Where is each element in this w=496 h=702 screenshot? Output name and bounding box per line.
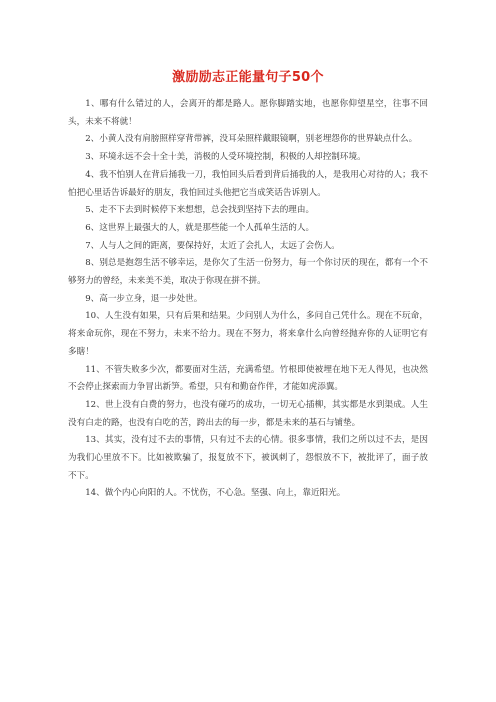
paragraph-3: 3、环境永远不会十全十美，消极的人受环境控制，积极的人却控制环境。 bbox=[85, 152, 366, 163]
paragraph-5: 5、走不下去到时候停下来想想，总会找到坚持下去的理由。 bbox=[85, 205, 315, 216]
document-title: 激励励志正能量句子50个 bbox=[172, 70, 324, 85]
paragraph-9: 9、高一步立身，退一步处世。 bbox=[85, 293, 203, 304]
paragraph-1: 1、哪有什么错过的人，会离开的都是路人。愿你脚踏实地，也愿你仰望星空，往事不回头，未来不将就！ bbox=[68, 99, 428, 127]
paragraph-7: 7、人与人之间的距离，要保持好，太近了会扎人，太远了会伤人。 bbox=[85, 240, 340, 251]
paragraph-11: 11、不管失败多少次，都要面对生活，充满希望。竹根即使被埋在地下无人得见，也决然不会停止探索而力争冒出新笋。希望，只有和勤奋作伴，才能如虎添翼。 bbox=[68, 364, 428, 393]
paragraph-14: 14、做个内心向阳的人。不忧伤，不心急。坚强、向上，靠近阳光。 bbox=[85, 488, 346, 499]
paragraph-2: 2、小黄人没有肩膀照样穿背带裤，没耳朵照样戴眼镜啊，别老埋怨你的世界缺点什么。 bbox=[85, 134, 418, 145]
paragraph-10: 10、人生没有如果，只有后果和结果。少问别人为什么，多问自己凭什么。现在不玩命，将来命玩你，现在不努力，未来不给力。现在不努力，将来拿什么向曾经抛弃你的人证明它有多瞎！ bbox=[68, 311, 428, 357]
document-body bbox=[68, 96, 428, 503]
paragraph-13: 13、其实，没有过不去的事情，只有过不去的心情。很多事情，我们之所以过不去，是因为我们心里放不下。比如被欺骗了，报复放不下，被讽刺了，怨恨放不下，被批评了，面子放不下。 bbox=[68, 435, 428, 481]
paragraph-6: 6、这世界上最强大的人，就是那些能一个人孤单生活的人。 bbox=[85, 222, 315, 233]
paragraph-4: 4、我不怕别人在背后捅我一刀，我怕回头后看到背后捅我的人，是我用心对待的人；我不怕把心里话告诉最好的朋友，我怕回过头他把它当成笑话告诉别人。 bbox=[68, 169, 428, 198]
paragraph-12: 12、世上没有白费的努力，也没有碰巧的成功，一切无心插柳，其实都是水到渠成。人生没有白走的路，也没有白吃的苦，跨出去的每一步，都是未来的基石与铺垫。 bbox=[68, 399, 428, 428]
paragraph-8: 8、别总是抱怨生活不够幸运，是你欠了生活一份努力，每一个你讨厌的现在，都有一个不够努力的曾经，未来美不美，取决于你现在拼不拼。 bbox=[68, 258, 428, 287]
